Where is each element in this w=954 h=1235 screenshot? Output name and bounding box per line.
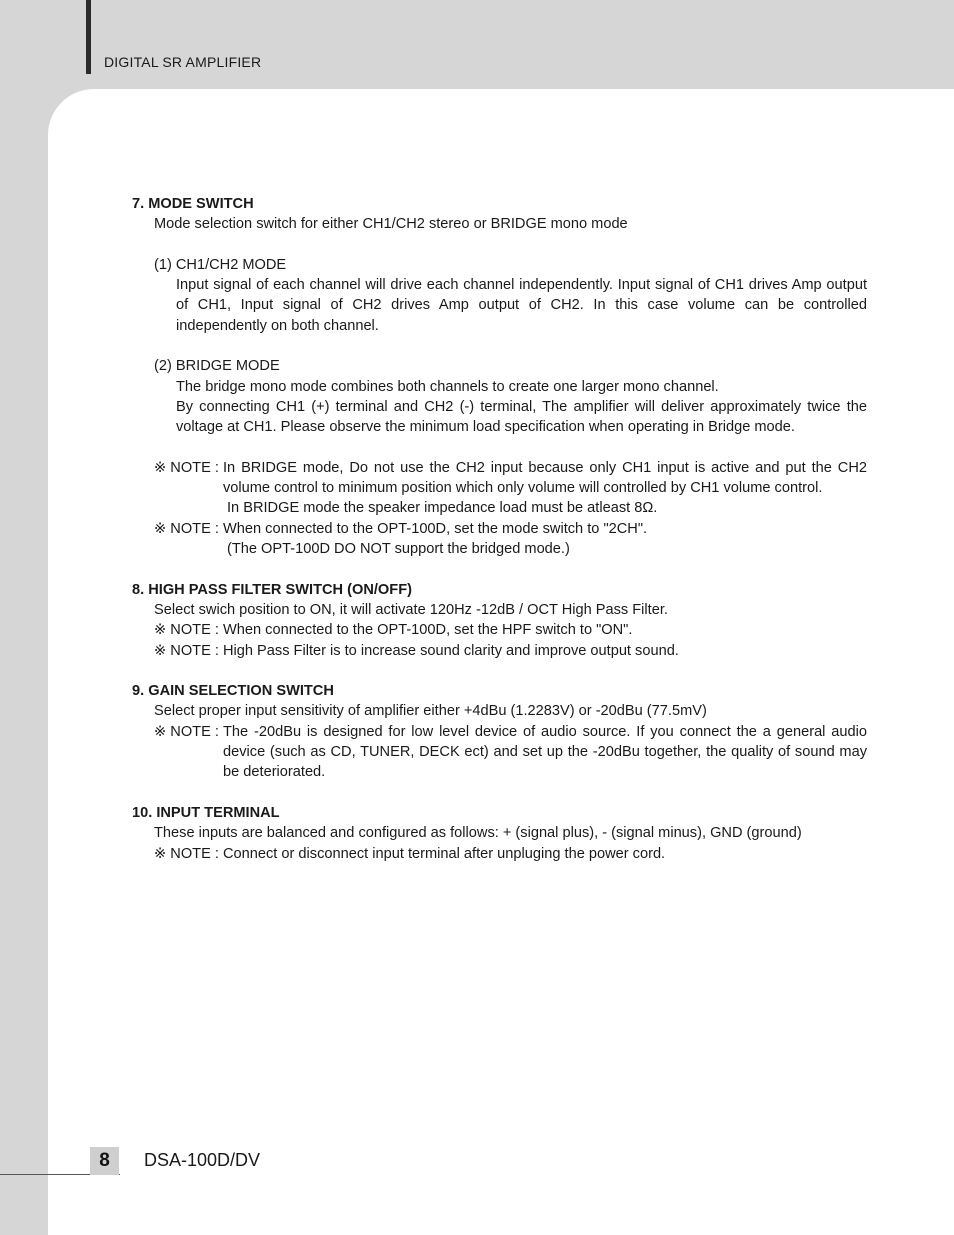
note-label: ※ NOTE :: [154, 520, 223, 537]
section-description: Mode selection switch for either CH1/CH2 stereo or BRIDGE mono mode: [154, 216, 628, 233]
note-label: ※ NOTE :: [154, 723, 223, 740]
subsection-body: The bridge mono mode combines both channels to create one larger mono channel.: [176, 378, 719, 395]
section-high-pass-filter: [132, 580, 867, 661]
note-body: In BRIDGE mode, Do not use the CH2 input because only CH1 input is active and put the CH2 volume control to minimum position which only volume will controlled by CH1 volume control.: [223, 459, 867, 497]
note-continuation: (The OPT-100D DO NOT support the bridged mode.): [227, 541, 570, 558]
section-title: 8. HIGH PASS FILTER SWITCH (ON/OFF): [132, 581, 412, 598]
section-mode-switch: [132, 194, 867, 559]
note: [132, 519, 867, 539]
section-description: Select swich position to ON, it will activate 120Hz -12dB / OCT High Pass Filter.: [154, 601, 668, 618]
note: [132, 458, 867, 499]
note: ※ NOTE : Connect or disconnect input terminal after unpluging the power cord.: [154, 845, 666, 862]
section-gain-selection: [132, 681, 867, 782]
note-continuation: In BRIDGE mode the speaker impedance load must be atleast 8Ω.: [227, 500, 658, 517]
model-name: DSA-100D/DV: [144, 1150, 261, 1170]
note-body: When connected to the OPT-100D, set the mode switch to "2CH".: [223, 520, 648, 537]
note: ※ NOTE : When connected to the OPT-100D, set the HPF switch to "ON".: [154, 622, 633, 639]
section-description: Select proper input sensitivity of amplifier either +4dBu (1.2283V) or -20dBu (77.5mV): [154, 703, 707, 720]
subsection-title: (2) BRIDGE MODE: [154, 358, 280, 375]
subsection-body: Input signal of each channel will drive each channel independently. Input signal of CH1 drives Amp output of CH1, Input signal of CH2 drives Amp output of CH2. In this case volume can be controlled independently on both channel.: [176, 277, 867, 334]
subsection-body: By connecting CH1 (+) terminal and CH2 (-) terminal, The amplifier will deliver approximately twice the voltage at CH1. Please observe the minimum load specification when operating in Bridge mode.: [176, 398, 867, 436]
section-description: These inputs are balanced and configured as follows: + (signal plus), - (signal minus), GND (ground): [154, 825, 802, 842]
note: ※ NOTE : High Pass Filter is to increase sound clarity and improve output sound.: [154, 642, 679, 659]
page-number: 8: [90, 1147, 119, 1175]
header-title: DIGITAL SR AMPLIFIER: [104, 54, 262, 70]
section-title: 10. INPUT TERMINAL: [132, 804, 280, 821]
note-label: ※ NOTE :: [154, 459, 223, 476]
note-body: The -20dBu is designed for low level device of audio source. If you connect the a general audio device (such as CD, TUNER, DECK ect) and set up the -20dBu together, the quality of sound may be deteriorated.: [223, 723, 867, 781]
section-title: 7. MODE SWITCH: [132, 196, 254, 212]
section-input-terminal: [132, 803, 867, 864]
manual-content: [132, 194, 867, 864]
subsection-title: (1) CH1/CH2 MODE: [154, 256, 287, 273]
header-accent-bar: [86, 0, 91, 74]
section-title: 9. GAIN SELECTION SWITCH: [132, 683, 334, 700]
note: [132, 722, 867, 783]
